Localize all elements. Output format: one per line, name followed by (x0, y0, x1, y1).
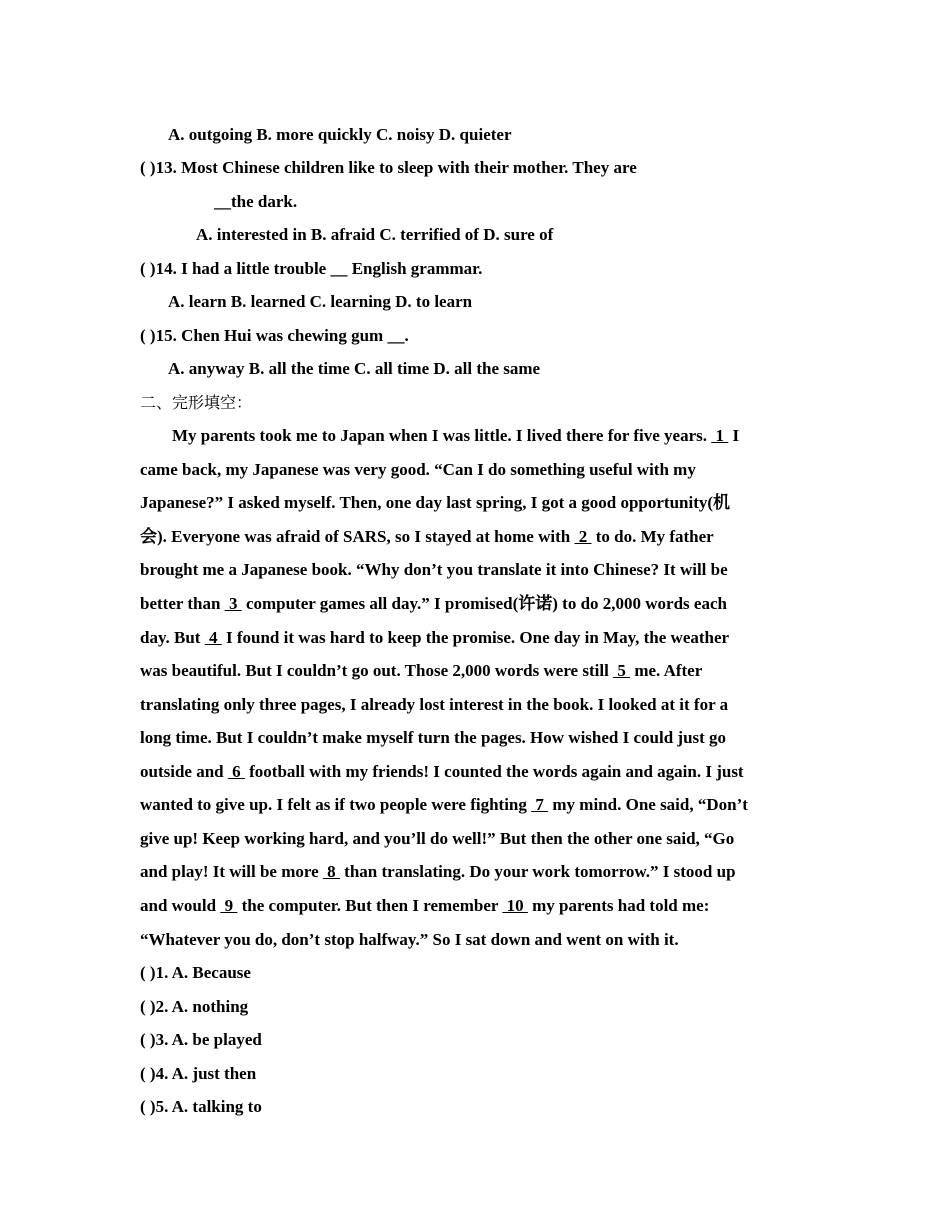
q15-options: A. anyway B. all the time C. all time D. all the same (168, 359, 541, 378)
passage-text: better than (140, 594, 225, 613)
passage-line (140, 894, 709, 918)
passage-text: computer games all day.” I promised(许诺) to do 2,000 words each (241, 594, 727, 613)
blank-7: 7 (531, 795, 549, 814)
passage-line (140, 525, 714, 549)
passage-line (140, 860, 736, 884)
passage-text: my mind. One said, “Don’t (548, 795, 748, 814)
passage-text: day. But (140, 628, 205, 647)
answer-option-1: ( )1. A. Because (140, 963, 251, 982)
passage-line (140, 760, 744, 784)
blank-2: 2 (574, 527, 592, 546)
q14-stem: ( )14. I had a little trouble __ English grammar. (140, 259, 483, 278)
passage-line: Japanese?” I asked myself. Then, one day last spring, I got a good opportunity(机 (140, 493, 731, 512)
blank-5: 5 (613, 661, 631, 680)
passage-line (140, 793, 748, 817)
q13-stem: ( )13. Most Chinese children like to sleep with their mother. They are (140, 158, 637, 177)
answer-option-2: ( )2. A. nothing (140, 997, 249, 1016)
q12-options: A. outgoing B. more quickly C. noisy D. quieter (168, 125, 512, 144)
passage-text: football with my friends! I counted the words again and again. I just (244, 762, 744, 781)
passage-text: wanted to give up. I felt as if two people were fighting (140, 795, 532, 814)
passage-text: 会). Everyone was afraid of SARS, so I stayed at home with (140, 527, 575, 546)
blank-6: 6 (227, 762, 245, 781)
passage-text: My parents took me to Japan when I was little. I lived there for five years. (172, 426, 712, 445)
passage-line: brought me a Japanese book. “Why don’t you translate it into Chinese? It will be (140, 560, 728, 579)
passage-text: my parents had told me: (527, 896, 710, 915)
passage-line (140, 626, 729, 650)
passage-line: long time. But I couldn’t make myself turn the pages. How wished I could just go (140, 728, 727, 747)
passage-text: the computer. But then I remember (237, 896, 503, 915)
blank-4: 4 (204, 628, 222, 647)
passage-text: outside and (140, 762, 228, 781)
answer-option-5: ( )5. A. talking to (140, 1097, 262, 1116)
blank-10: 10 (502, 896, 528, 915)
q13-continuation: __the dark. (214, 192, 298, 211)
answer-option-4: ( )4. A. just then (140, 1064, 257, 1083)
section-title-cloze: 二、完形填空： (140, 393, 253, 412)
blank-9: 9 (220, 896, 238, 915)
passage-text: me. After (630, 661, 703, 680)
blank-3: 3 (224, 594, 242, 613)
passage-line: “Whatever you do, don’t stop halfway.” So I sat down and went on with it. (140, 930, 679, 949)
passage-line (140, 592, 727, 616)
passage-line: give up! Keep working hard, and you’ll do well!” But then the other one said, “Go (140, 829, 735, 848)
q14-options: A. learn B. learned C. learning D. to learn (168, 292, 473, 311)
passage-line (140, 659, 702, 683)
passage-text: and play! It will be more (140, 862, 323, 881)
passage-text: I found it was hard to keep the promise. One day in May, the weather (221, 628, 730, 647)
answer-option-3: ( )3. A. be played (140, 1030, 262, 1049)
passage-line: translating only three pages, I already lost interest in the book. I looked at it for a (140, 695, 729, 714)
passage-line: came back, my Japanese was very good. “Can I do something useful with my (140, 460, 696, 479)
passage-text: and would (140, 896, 221, 915)
blank-1: 1 (711, 426, 729, 445)
passage-text: to do. My father (591, 527, 714, 546)
passage-text: than translating. Do your work tomorrow.” I stood up (339, 862, 736, 881)
q13-options: A. interested in B. afraid C. terrified of D. sure of (196, 225, 554, 244)
blank-8: 8 (322, 862, 340, 881)
passage-text: was beautiful. But I couldn’t go out. Those 2,000 words were still (140, 661, 614, 680)
q15-stem: ( )15. Chen Hui was chewing gum __. (140, 326, 409, 345)
passage-line (172, 424, 739, 448)
passage-text: I (728, 426, 740, 445)
